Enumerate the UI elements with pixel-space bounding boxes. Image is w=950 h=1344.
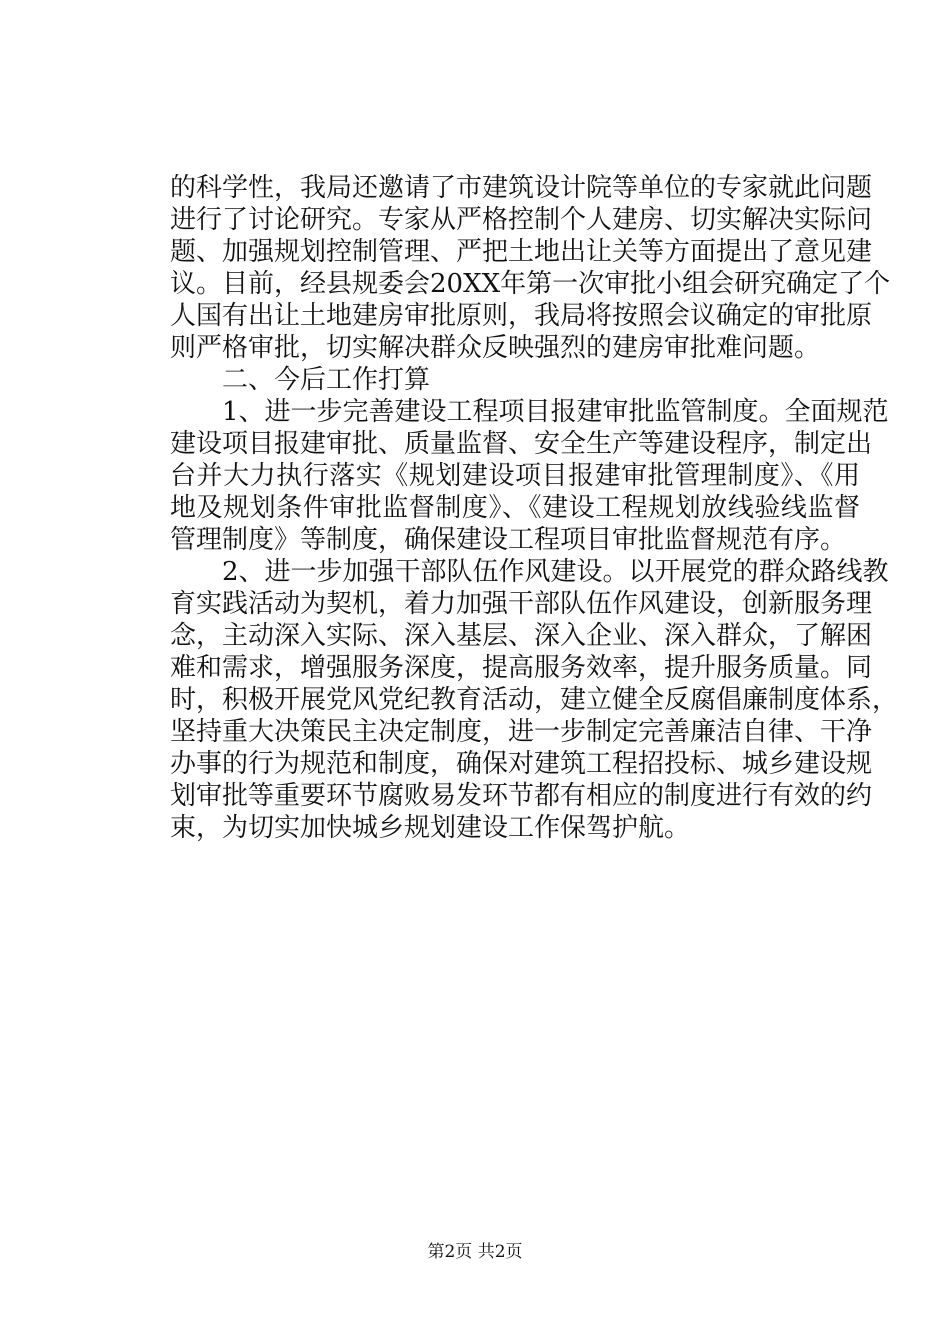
- text-line: 二、今后工作打算: [170, 365, 431, 395]
- text-line: 划审批等重要环节腐败易发环节都有相应的制度进行有效的约: [170, 781, 873, 811]
- text-line: 建设项目报建审批、质量监督、安全生产等建设程序，制定出: [170, 429, 873, 459]
- text-line: 办事的行为规范和制度，确保对建筑工程招投标、城乡建设规: [170, 749, 873, 779]
- text-line: 地及规划条件审批监督制度》、《建设工程规划放线验线监督: [170, 493, 860, 523]
- text-line: 束，为切实加快城乡规划建设工作保驾护航。: [170, 813, 691, 843]
- text-line: 1、进一步完善建设工程项目报建审批监管制度。全面规范: [170, 397, 889, 427]
- text-line: 坚持重大决策民主决定制度，进一步制定完善廉洁自律、干净: [170, 717, 873, 747]
- text-line: 台并大力执行落实《规划建设项目报建审批管理制度》、《用: [170, 461, 860, 491]
- text-line: 念，主动深入实际、深入基层、深入企业、深入群众，了解困: [170, 621, 873, 651]
- text-line: 时，积极开展党风党纪教育活动，建立健全反腐倡廉制度体系，: [170, 685, 899, 715]
- text-line: 议。目前，经县规委会20XX年第一次审批小组会研究确定了个: [170, 269, 891, 299]
- text-line: 则严格审批，切实解决群众反映强烈的建房审批难问题。: [170, 333, 821, 363]
- text-line: 进行了讨论研究。专家从严格控制个人建房、切实解决实际问: [170, 205, 873, 235]
- text-line: 管理制度》等制度，确保建设工程项目审批监督规范有序。: [170, 525, 847, 555]
- page-footer: 第2页 共2页: [427, 1242, 523, 1262]
- text-line: 难和需求，增强服务深度，提高服务效率，提升服务质量。同: [170, 653, 873, 683]
- text-line: 人国有出让土地建房审批原则，我局将按照会议确定的审批原: [170, 301, 873, 331]
- document-body: [170, 172, 899, 844]
- text-line: 的科学性，我局还邀请了市建筑设计院等单位的专家就此问题: [170, 173, 873, 203]
- text-line: 育实践活动为契机，着力加强干部队伍作风建设，创新服务理: [170, 589, 873, 619]
- text-line: 题、加强规划控制管理、严把土地出让关等方面提出了意见建: [170, 237, 873, 267]
- text-line: 2、进一步加强干部队伍作风建设。以开展党的群众路线教: [170, 557, 889, 587]
